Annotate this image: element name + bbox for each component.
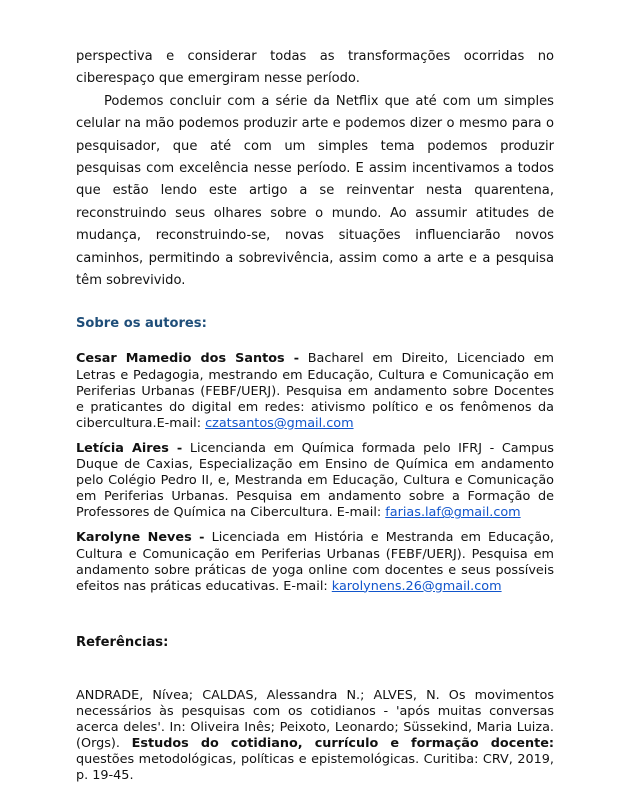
authors-heading: Sobre os autores: xyxy=(76,316,207,332)
references-heading: Referências: xyxy=(76,634,169,650)
author-name: Cesar Mamedio dos Santos - xyxy=(76,351,300,367)
author-email-link[interactable]: czatsantos@gmail.com xyxy=(205,415,354,431)
reference-book-title: Estudos do cotidiano, currículo e formação docente: xyxy=(131,736,554,752)
author-description: Licenciada em História e Mestranda em Educação, Cultura e Comunicação em Periferias Urbanas (FEBF/UERJ). Pesquisa em andamento sobre práticas de yoga online com docentes e seus possíveis efeitos nas práticas educativas. E-mail: xyxy=(76,530,554,594)
reference-entry xyxy=(76,688,554,785)
author-bio-3 xyxy=(76,530,554,594)
author-bio-1 xyxy=(76,351,554,431)
reference-text: ANDRADE, Nívea; CALDAS, Alessandra N.; ALVES, N. Os movimentos necessários às pesquisas com os cotidianos - 'após muitas conversas acerca deles'. In: Oliveira Inês; Peixoto, Leonardo; Süssekind, Maria Luiza. (Orgs). xyxy=(76,687,554,752)
document-page xyxy=(76,46,554,784)
body-paragraph-2: Podemos concluir com a série da Netflix que até com um simples celular na mão podemos produzir arte e podemos dizer o mesmo para o pesquisador, que até com um simples tema podemos produzir pesquisas com excelência nesse período. E assim incentivamos a todos que estão lendo este artigo a se reinventar nesta quarentena, reconstruindo seus olhares sobre o mundo. Ao assumir atitudes de mudança, reconstruindo-se, novas situações influenciarão novos caminhos, permitindo a sobrevivência, assim como a arte e a pesquisa têm sobrevivido. xyxy=(76,93,554,289)
author-description: Bacharel em Direito, Licenciado em Letras e Pedagogia, mestrando em Educação, Cultura e Comunicação em Periferias Urbanas (FEBF/UERJ). Pesquisa em andamento sobre Docentes e praticantes do digital em redes: ativismo político e os fenômenos da cibercultura.E-mail: xyxy=(76,351,554,431)
reference-text-end: questões metodológicas, políticas e epistemológicas. Curitiba: CRV, 2019, p. 19-45. xyxy=(76,752,554,784)
author-description: Licencianda em Química formada pelo IFRJ - Campus Duque de Caxias, Especialização em Ensino de Química em andamento pelo Colégio Pedro II, e, Mestranda em Educação, Cultura e Comunicação em Periferias Urbanas. Pesquisa em andamento sobre a Formação de Professores de Química na Cibercultura. E-mail: xyxy=(76,440,554,521)
author-name: Karolyne Neves - xyxy=(76,530,205,546)
author-email-link[interactable]: karolynens.26@gmail.com xyxy=(331,578,502,594)
author-bio-2 xyxy=(76,441,554,521)
author-email-link[interactable]: farias.laf@gmail.com xyxy=(385,505,521,521)
body-paragraph-1: perspectiva e considerar todas as transformações ocorridas no ciberespaço que emergiram nesse período. xyxy=(76,49,554,87)
author-name: Letícia Aires - xyxy=(76,440,183,456)
